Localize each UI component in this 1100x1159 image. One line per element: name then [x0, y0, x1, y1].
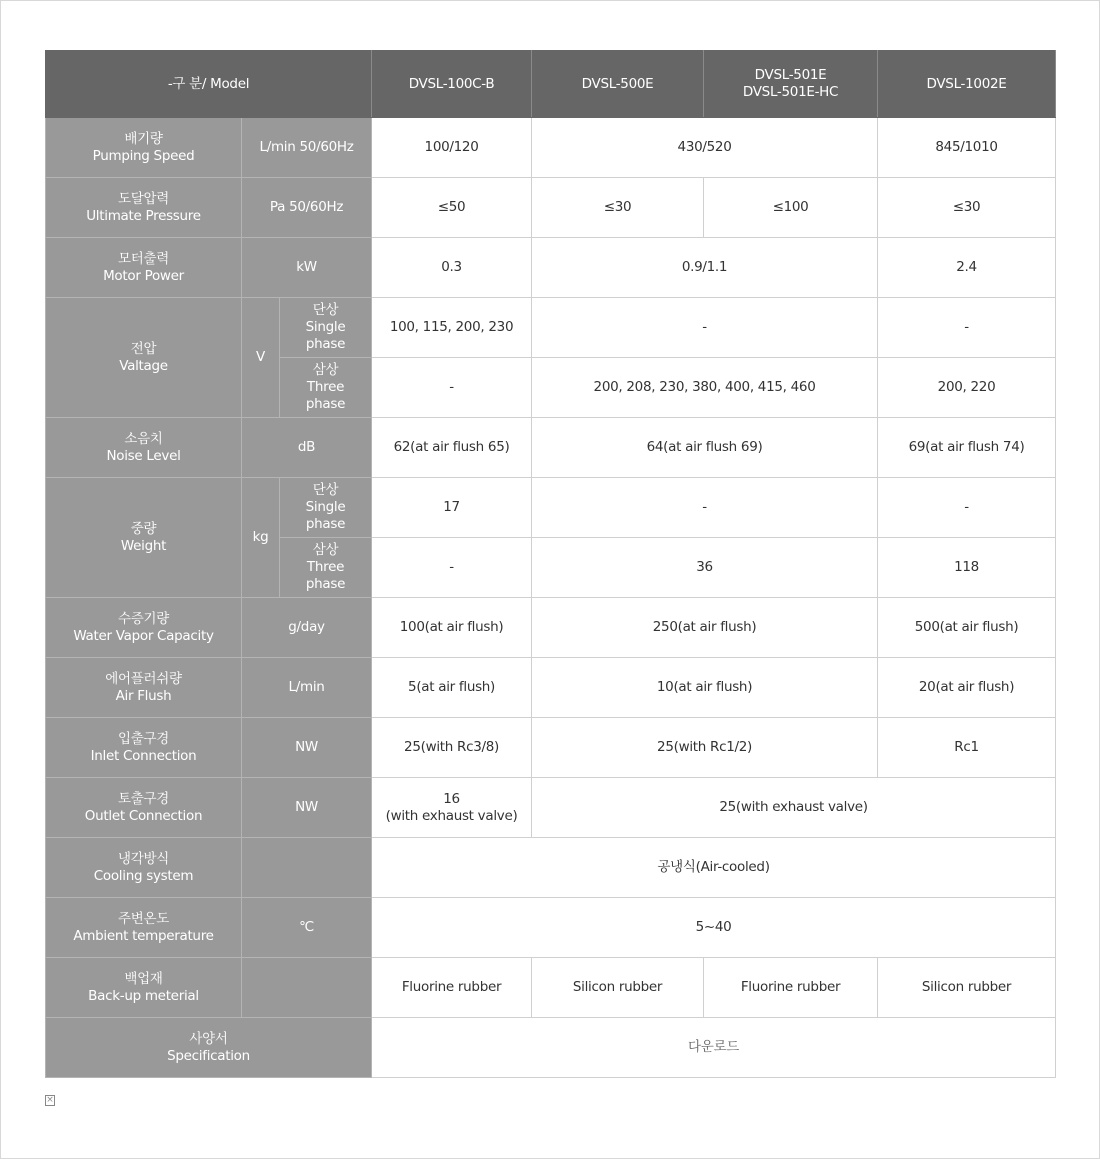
- model-dvsl-501e-name: DVSL-501E: [754, 67, 827, 83]
- value-cell: 200, 208, 230, 380, 400, 415, 460: [532, 358, 878, 418]
- value-cell: 845/1010: [878, 118, 1056, 178]
- unit-outlet-connection: NW: [242, 778, 372, 838]
- unit-air-flush: L/min: [242, 658, 372, 718]
- value-cell: ≤50: [372, 178, 532, 238]
- value-cell: Silicon rubber: [878, 958, 1056, 1018]
- unit-pumping-speed: L/min 50/60Hz: [242, 118, 372, 178]
- value-cell: 25(with exhaust valve): [532, 778, 1056, 838]
- label-voltage: [46, 298, 242, 418]
- label-backup-material: [46, 958, 242, 1018]
- value-cell: 36: [532, 538, 878, 598]
- label-ko: 주변온도: [118, 910, 169, 927]
- label-ko: 도달압력: [118, 190, 169, 207]
- unit-voltage: V: [242, 298, 280, 418]
- sublabel-three-phase: [280, 538, 372, 598]
- value-cell: 100(at air flush): [372, 598, 532, 658]
- value-cell: [372, 778, 532, 838]
- row-voltage-single: [46, 298, 1056, 358]
- label-ko: 수증기량: [118, 610, 169, 627]
- label-ko: 백업재: [124, 970, 163, 987]
- label-ko: 모터출력: [118, 250, 169, 267]
- label-en: Valtage: [119, 357, 168, 374]
- label-en: Air Flush: [115, 687, 172, 704]
- row-water-vapor: [46, 598, 1056, 658]
- label-outlet-connection: [46, 778, 242, 838]
- label-cooling-system: [46, 838, 242, 898]
- sublabel-en: phase: [305, 336, 346, 352]
- value-cell: ≤30: [878, 178, 1056, 238]
- label-noise-level: [46, 418, 242, 478]
- label-en: Cooling system: [93, 867, 194, 884]
- label-ko: 입출구경: [118, 730, 169, 747]
- label-pumping-speed: [46, 118, 242, 178]
- value-cell: -: [532, 298, 878, 358]
- row-pumping-speed: [46, 118, 1056, 178]
- value-cell: -: [878, 298, 1056, 358]
- sublabel-en: phase: [305, 516, 346, 532]
- value-cell: -: [532, 478, 878, 538]
- label-en: Weight: [120, 537, 167, 554]
- label-ko: 배기량: [124, 130, 163, 147]
- unit-water-vapor: g/day: [242, 598, 372, 658]
- row-inlet-connection: [46, 718, 1056, 778]
- model-dvsl-500e: DVSL-500E: [532, 51, 704, 118]
- label-en: Specification: [167, 1047, 250, 1064]
- value-cell: 62(at air flush 65): [372, 418, 532, 478]
- sublabel-en: phase: [305, 396, 346, 412]
- value-line: 16: [443, 790, 460, 807]
- label-inlet-connection: [46, 718, 242, 778]
- model-dvsl-100c-b: DVSL-100C-B: [372, 51, 532, 118]
- value-cell: 250(at air flush): [532, 598, 878, 658]
- label-ko: 전압: [130, 340, 157, 357]
- label-en: Motor Power: [103, 267, 184, 284]
- label-motor-power: [46, 238, 242, 298]
- label-en: Ambient temperature: [73, 927, 214, 944]
- label-ko: 냉각방식: [118, 850, 169, 867]
- header-row: [46, 51, 1056, 118]
- label-en: Back-up meterial: [88, 987, 199, 1004]
- label-en: Water Vapor Capacity: [73, 627, 214, 644]
- value-cell: 2.4: [878, 238, 1056, 298]
- value-cell: 0.9/1.1: [532, 238, 878, 298]
- value-cell: Fluorine rubber: [704, 958, 878, 1018]
- label-ko: 토출구경: [118, 790, 169, 807]
- unit-backup-material: [242, 958, 372, 1018]
- sublabel-en: Single: [305, 499, 346, 515]
- value-cell: -: [878, 478, 1056, 538]
- sublabel-en: Three: [306, 379, 345, 395]
- label-en: Noise Level: [106, 447, 181, 464]
- value-cell: 118: [878, 538, 1056, 598]
- model-dvsl-501e: [704, 51, 878, 118]
- label-ultimate-pressure: [46, 178, 242, 238]
- download-link[interactable]: 다운로드: [372, 1018, 1056, 1078]
- value-cell: 25(with Rc3/8): [372, 718, 532, 778]
- row-motor-power: [46, 238, 1056, 298]
- unit-weight: kg: [242, 478, 280, 598]
- label-ko: 중량: [130, 520, 157, 537]
- value-cell: 0.3: [372, 238, 532, 298]
- row-backup-material: [46, 958, 1056, 1018]
- value-cell: ≤30: [532, 178, 704, 238]
- row-cooling-system: [46, 838, 1056, 898]
- unit-motor-power: kW: [242, 238, 372, 298]
- label-ko: 에어플러쉬량: [105, 670, 182, 687]
- label-water-vapor: [46, 598, 242, 658]
- unit-noise-level: dB: [242, 418, 372, 478]
- label-specification: [46, 1018, 372, 1078]
- sublabel-en: phase: [305, 576, 346, 592]
- value-cell: 5(at air flush): [372, 658, 532, 718]
- value-cell: 430/520: [532, 118, 878, 178]
- sublabel-ko: 단상: [312, 482, 339, 498]
- value-cell: -: [372, 538, 532, 598]
- sublabel-ko: 삼상: [312, 362, 339, 378]
- sublabel-en: Three: [306, 559, 345, 575]
- label-en: Ultimate Pressure: [86, 207, 201, 224]
- unit-ultimate-pressure: Pa 50/60Hz: [242, 178, 372, 238]
- sublabel-ko: 삼상: [312, 542, 339, 558]
- value-cell: Fluorine rubber: [372, 958, 532, 1018]
- value-cell: 100/120: [372, 118, 532, 178]
- sublabel-ko: 단상: [312, 302, 339, 318]
- value-cell: 69(at air flush 74): [878, 418, 1056, 478]
- value-cell: 17: [372, 478, 532, 538]
- value-cell: 25(with Rc1/2): [532, 718, 878, 778]
- value-cell: Rc1: [878, 718, 1056, 778]
- sublabel-en: Single: [305, 319, 346, 335]
- sublabel-three-phase: [280, 358, 372, 418]
- value-cell: 20(at air flush): [878, 658, 1056, 718]
- label-ko: 사양서: [189, 1030, 228, 1047]
- spec-table: [45, 50, 1056, 1078]
- value-cell: 500(at air flush): [878, 598, 1056, 658]
- sublabel-single-phase: [280, 298, 372, 358]
- value-cell: 64(at air flush 69): [532, 418, 878, 478]
- label-en: Pumping Speed: [92, 147, 195, 164]
- label-ko: 소음치: [124, 430, 163, 447]
- value-line: (with exhaust valve): [385, 807, 518, 824]
- row-noise-level: [46, 418, 1056, 478]
- value-cell: ≤100: [704, 178, 878, 238]
- model-dvsl-1002e: DVSL-1002E: [878, 51, 1056, 118]
- unit-ambient-temperature: ℃: [242, 898, 372, 958]
- row-weight-single: [46, 478, 1056, 538]
- model-label: -구 분/ Model: [46, 51, 372, 118]
- value-cell: Silicon rubber: [532, 958, 704, 1018]
- row-outlet-connection: [46, 778, 1056, 838]
- value-cell: 10(at air flush): [532, 658, 878, 718]
- unit-cooling-system: [242, 838, 372, 898]
- row-ambient-temperature: [46, 898, 1056, 958]
- unit-inlet-connection: NW: [242, 718, 372, 778]
- label-en: Outlet Connection: [84, 807, 203, 824]
- label-air-flush: [46, 658, 242, 718]
- label-en: Inlet Connection: [90, 747, 197, 764]
- row-ultimate-pressure: [46, 178, 1056, 238]
- value-cell: -: [372, 358, 532, 418]
- row-air-flush: [46, 658, 1056, 718]
- label-weight: [46, 478, 242, 598]
- model-dvsl-501e-hc-name: DVSL-501E-HC: [742, 84, 839, 100]
- label-ambient-temperature: [46, 898, 242, 958]
- value-cell: 5~40: [372, 898, 1056, 958]
- broken-image-icon: ×: [46, 1095, 54, 1105]
- value-cell: 200, 220: [878, 358, 1056, 418]
- value-cell: 공냉식(Air-cooled): [372, 838, 1056, 898]
- value-cell: 100, 115, 200, 230: [372, 298, 532, 358]
- row-specification: [46, 1018, 1056, 1078]
- sublabel-single-phase: [280, 478, 372, 538]
